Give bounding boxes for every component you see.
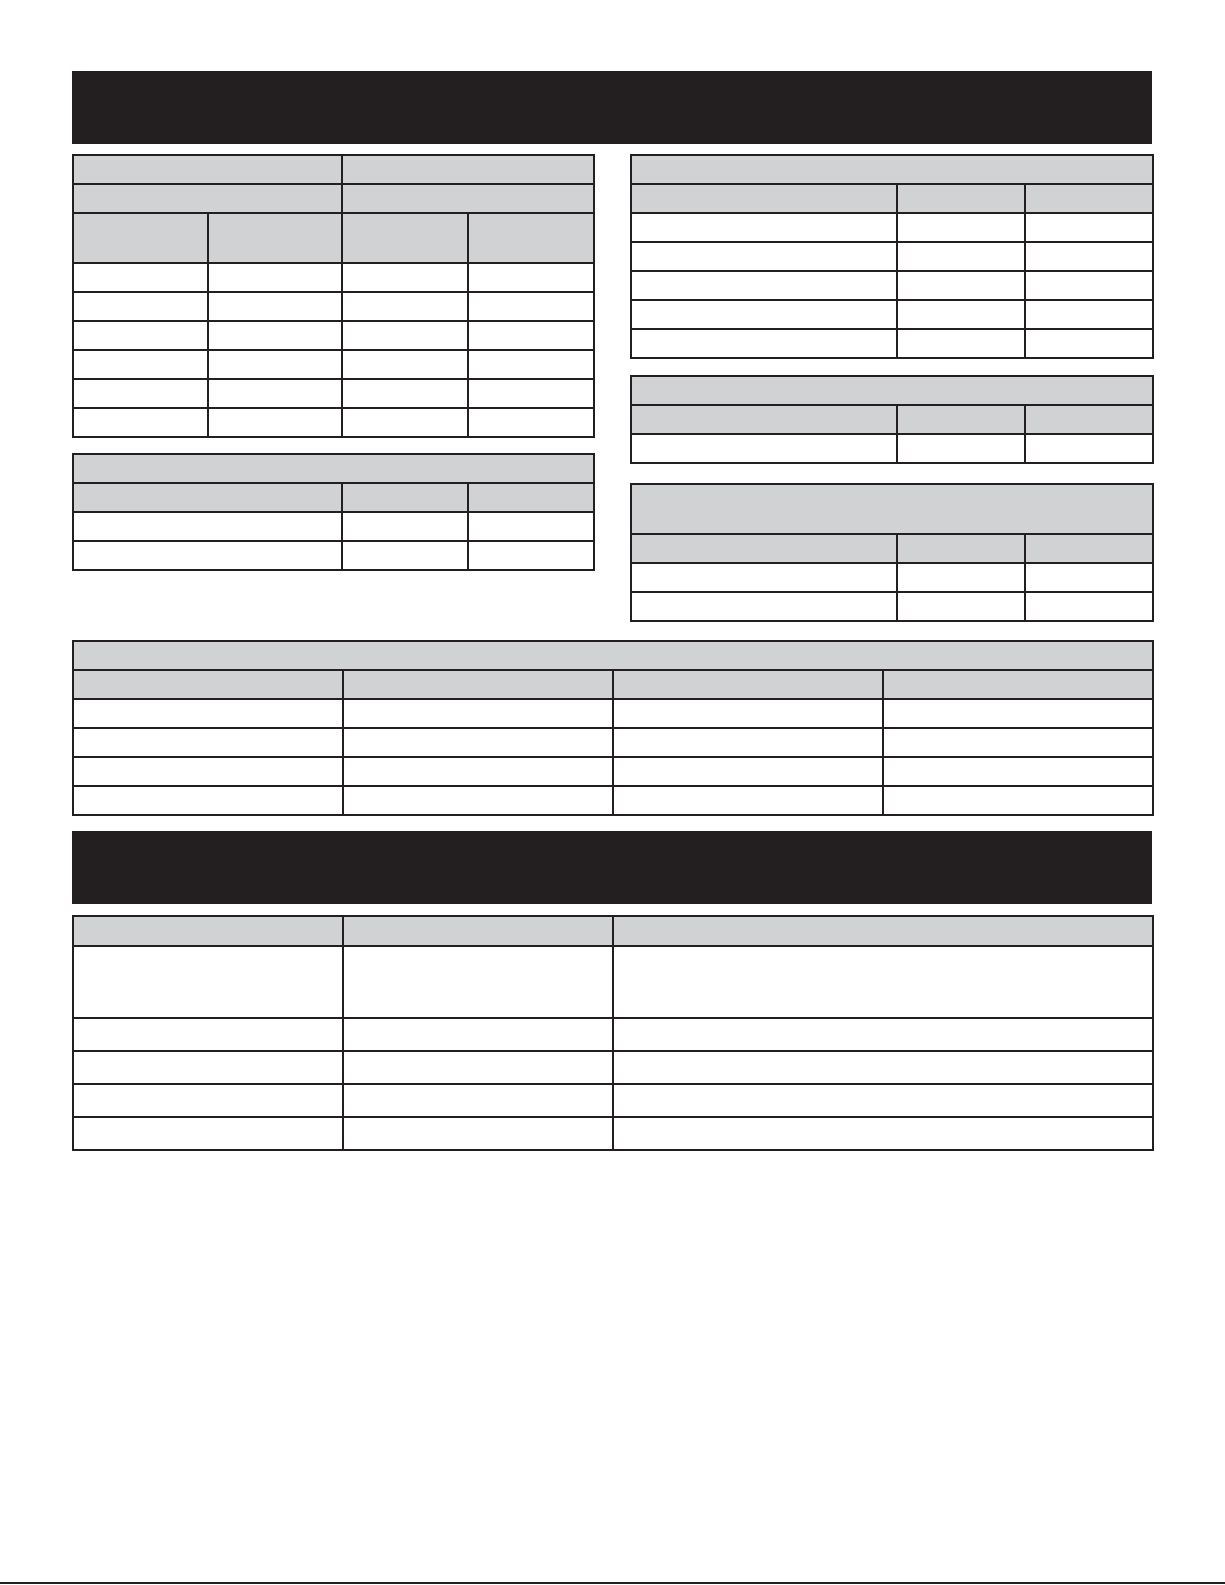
table-row [73,786,1153,815]
table-row [73,699,1153,728]
header-cell [613,916,1153,946]
input-cell[interactable] [631,300,897,329]
input-cell[interactable] [631,242,897,271]
header-cell [883,670,1153,699]
table-row [73,1084,1153,1117]
input-cell[interactable] [208,292,342,321]
header-cell [631,405,897,434]
header-cell [342,483,468,512]
header-cell [631,155,1153,184]
table-row [631,242,1153,271]
input-cell[interactable] [342,379,468,408]
table-row [631,213,1153,242]
header-cell [343,916,613,946]
input-cell[interactable] [613,1051,1153,1084]
header-cell [897,405,1025,434]
form-table-g [72,915,1154,1151]
input-cell[interactable] [1025,271,1153,300]
header-cell [73,184,342,213]
input-cell[interactable] [613,786,883,815]
form-table-a [72,154,595,438]
input-cell[interactable] [631,271,897,300]
input-cell[interactable] [343,1117,613,1150]
input-cell[interactable] [613,728,883,757]
input-cell[interactable] [1025,300,1153,329]
input-cell[interactable] [73,757,343,786]
input-cell[interactable] [73,946,343,1018]
input-cell[interactable] [613,1117,1153,1150]
section-title-2 [72,855,88,880]
input-cell[interactable] [73,699,343,728]
table-row [73,321,594,350]
table-row [73,379,594,408]
input-cell[interactable] [613,757,883,786]
input-cell[interactable] [468,292,594,321]
header-cell [468,213,594,263]
input-cell[interactable] [1025,563,1153,592]
table-row [73,263,594,292]
form-table-f [72,640,1154,816]
input-cell[interactable] [883,699,1153,728]
input-cell[interactable] [73,1084,343,1117]
header-cell [208,213,342,263]
input-cell[interactable] [1025,434,1153,463]
table-row [73,757,1153,786]
table-row [631,300,1153,329]
form-table-b [72,453,595,571]
table-row [631,271,1153,300]
table-row [73,350,594,379]
header-cell [73,670,343,699]
header-cell [73,155,342,184]
input-cell[interactable] [343,786,613,815]
input-cell[interactable] [631,329,897,358]
input-cell[interactable] [897,563,1025,592]
header-cell [73,641,1153,670]
header-cell [468,483,594,512]
input-cell[interactable] [468,408,594,437]
input-cell[interactable] [343,728,613,757]
header-cell [1025,184,1153,213]
input-cell[interactable] [883,786,1153,815]
input-cell[interactable] [1025,213,1153,242]
input-cell[interactable] [897,592,1025,621]
input-cell[interactable] [73,1117,343,1150]
input-cell[interactable] [343,1018,613,1051]
header-cell [631,376,1153,405]
section-header-bar-1 [72,71,1152,144]
input-cell[interactable] [342,321,468,350]
input-cell[interactable] [468,263,594,292]
input-cell[interactable] [468,350,594,379]
input-cell[interactable] [631,592,897,621]
input-cell[interactable] [343,699,613,728]
table-row [73,408,594,437]
section-title-1 [72,95,88,120]
section-header-bar-2 [72,831,1152,904]
input-cell[interactable] [343,757,613,786]
input-cell[interactable] [342,512,468,541]
header-cell [342,155,594,184]
input-cell[interactable] [73,263,208,292]
input-cell[interactable] [343,1051,613,1084]
input-cell[interactable] [613,1018,1153,1051]
input-cell[interactable] [73,292,208,321]
header-cell [73,213,208,263]
header-cell [73,483,342,512]
input-cell[interactable] [73,786,343,815]
input-cell[interactable] [613,699,883,728]
input-cell[interactable] [342,350,468,379]
input-cell[interactable] [73,512,342,541]
input-cell[interactable] [897,213,1025,242]
input-cell[interactable] [342,541,468,570]
input-cell[interactable] [73,379,208,408]
input-cell[interactable] [631,434,897,463]
input-cell[interactable] [73,728,343,757]
input-cell[interactable] [73,321,208,350]
form-table-e [630,483,1154,622]
input-cell[interactable] [343,946,613,1018]
header-cell [73,454,594,483]
input-cell[interactable] [208,350,342,379]
input-cell[interactable] [897,271,1025,300]
input-cell[interactable] [613,946,1153,1018]
table-row [631,563,1153,592]
table-row [73,541,594,570]
table-row [631,592,1153,621]
input-cell[interactable] [468,512,594,541]
input-cell[interactable] [897,329,1025,358]
input-cell[interactable] [468,541,594,570]
form-table-c [630,154,1154,359]
input-cell[interactable] [883,728,1153,757]
input-cell[interactable] [73,350,208,379]
table-row [73,1018,1153,1051]
header-cell [631,484,1153,534]
header-cell [1025,405,1153,434]
input-cell[interactable] [73,1018,343,1051]
input-cell[interactable] [208,321,342,350]
input-cell[interactable] [342,263,468,292]
input-cell[interactable] [897,242,1025,271]
input-cell[interactable] [897,300,1025,329]
input-cell[interactable] [343,1084,613,1117]
input-cell[interactable] [613,1084,1153,1117]
form-table-d [630,375,1154,464]
header-cell [343,670,613,699]
header-cell [342,213,468,263]
table-row [73,946,1153,1018]
input-cell[interactable] [73,408,208,437]
input-cell[interactable] [208,379,342,408]
header-cell [897,534,1025,563]
input-cell[interactable] [883,757,1153,786]
header-cell [631,184,897,213]
input-cell[interactable] [208,263,342,292]
table-row [631,434,1153,463]
input-cell[interactable] [468,321,594,350]
input-cell[interactable] [468,379,594,408]
input-cell[interactable] [208,408,342,437]
input-cell[interactable] [1025,242,1153,271]
table-row [73,292,594,321]
input-cell[interactable] [1025,592,1153,621]
input-cell[interactable] [342,292,468,321]
input-cell[interactable] [342,408,468,437]
table-row [73,728,1153,757]
header-cell [1025,534,1153,563]
input-cell[interactable] [1025,329,1153,358]
table-row [631,329,1153,358]
header-cell [613,670,883,699]
input-cell[interactable] [631,563,897,592]
header-cell [73,916,343,946]
table-row [73,1117,1153,1150]
header-cell [897,184,1025,213]
input-cell[interactable] [73,541,342,570]
header-cell [342,184,594,213]
input-cell[interactable] [73,1051,343,1084]
header-cell [631,534,897,563]
input-cell[interactable] [897,434,1025,463]
input-cell[interactable] [631,213,897,242]
table-row [73,512,594,541]
bottom-rule [0,1582,1225,1584]
table-row [73,1051,1153,1084]
